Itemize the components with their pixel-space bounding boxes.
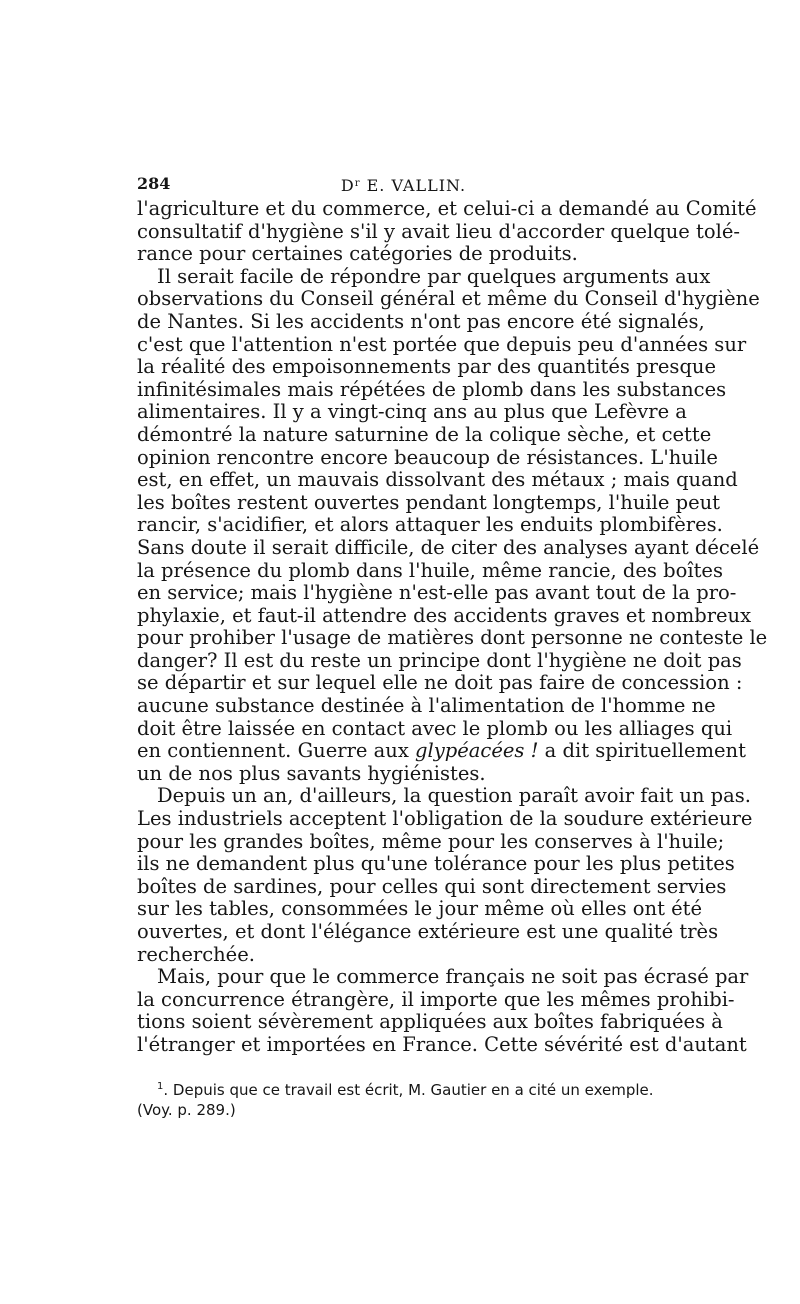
body-text (137, 197, 768, 1057)
text-line: rancir, s'acidifier, et alors attaquer les enduits plombifères. (137, 513, 723, 537)
author-suffix: r (354, 178, 361, 189)
text-line: pour les grandes boîtes, même pour les conserves à l'huile; (137, 829, 725, 853)
text-line: doit être laissée en contact avec le plomb ou les alliages qui (137, 716, 733, 740)
text-line: opinion rencontre encore beaucoup de résistances. L'huile (137, 445, 718, 469)
footnote-line: (Voy. p. 289.) (137, 1100, 236, 1119)
emphasis: glypéacées ! (415, 739, 539, 763)
text-line: l'agriculture et du commerce, et celui-ci a demandé au Comité (137, 197, 757, 220)
text-line: consultatif d'hygiène s'il y avait lieu d'accorder quelque tolé- (137, 219, 740, 243)
text-line: Il serait facile de répondre par quelques arguments aux (157, 264, 711, 288)
text-line: pour prohiber l'usage de matières dont personne ne conteste le (137, 626, 768, 650)
book-page (137, 170, 768, 1120)
text-line: aucune substance destinée à l'alimentation de l'homme ne (137, 694, 716, 718)
text-line: infinitésimales mais répétées de plomb dans les substances (137, 377, 727, 401)
text-line: c'est que l'attention n'est portée que depuis peu d'années sur (137, 332, 747, 356)
footnote-mark: 1 (157, 1080, 164, 1092)
text-line: en contiennent. Guerre aux glypéacées ! a dit spirituellement (137, 739, 746, 763)
author-prefix: D (340, 176, 355, 195)
text-line: observations du Conseil général et même du Conseil d'hygiène (137, 287, 760, 311)
text-line: ils ne demandent plus qu'une tolérance pour les plus petites (137, 852, 735, 876)
text-line: tions soient sévèrement appliquées aux boîtes fabriquées à (137, 1010, 723, 1034)
text-line: en service; mais l'hygiène n'est-elle pas avant tout de la pro- (137, 581, 737, 605)
author-name: E. VALLIN. (360, 176, 467, 195)
text-line: est, en effet, un mauvais dissolvant des métaux ; mais quand (137, 468, 738, 492)
text-line: ouvertes, et dont l'élégance extérieure est une qualité très (137, 920, 719, 943)
text-line: alimentaires. Il y a vingt-cinq ans au plus que Lefèvre a (137, 400, 687, 424)
text-line: la présence du plomb dans l'huile, même rancie, des boîtes (137, 558, 723, 582)
text-line: recherchée. (137, 942, 255, 966)
text-line: Depuis un an, d'ailleurs, la question paraît avoir fait un pas. (157, 784, 751, 808)
text-line: rance pour certaines catégories de produits. (137, 242, 578, 266)
text-line: boîtes de sardines, pour celles qui sont directement servies (137, 874, 727, 898)
text-line: la concurrence étrangère, il importe que les mêmes prohibi- (137, 987, 735, 1011)
text-line: Mais, pour que le commerce français ne soit pas écrasé par (157, 965, 749, 989)
text-line: les boîtes restent ouvertes pendant longtemps, l'huile peut (137, 490, 721, 514)
author-header (137, 170, 670, 200)
text-line: l'étranger et importées en France. Cette sévérité est d'autant (137, 1032, 747, 1056)
page-number: 284 (137, 174, 171, 193)
text-line: un de nos plus savants hygiénistes. (137, 761, 486, 785)
footnote-text: . Depuis que ce travail est écrit, M. Gautier en a cité un exemple. (163, 1080, 654, 1099)
text-line: se départir et sur lequel elle ne doit pas faire de concession : (137, 671, 743, 695)
text-line: Les industriels acceptent l'obligation de la soudure extérieure (137, 807, 753, 831)
text-line: démontré la nature saturnine de la colique sèche, et cette (137, 422, 712, 446)
text-line: danger? Il est du reste un principe dont l'hygiène ne doit pas (137, 648, 742, 672)
footnotes (137, 1077, 670, 1120)
text-line: la réalité des empoisonnements par des quantités presque (137, 355, 717, 379)
text-line: sur les tables, consommées le jour même où elles ont été (137, 897, 703, 921)
text-line: Sans doute il serait difficile, de citer des analyses ayant décelé (137, 535, 760, 559)
text-line: phylaxie, et faut-il attendre des accidents graves et nombreux (137, 603, 752, 627)
text-line: de Nantes. Si les accidents n'ont pas encore été signalés, (137, 309, 705, 333)
running-head (137, 170, 670, 198)
footnote-line (137, 1077, 670, 1100)
